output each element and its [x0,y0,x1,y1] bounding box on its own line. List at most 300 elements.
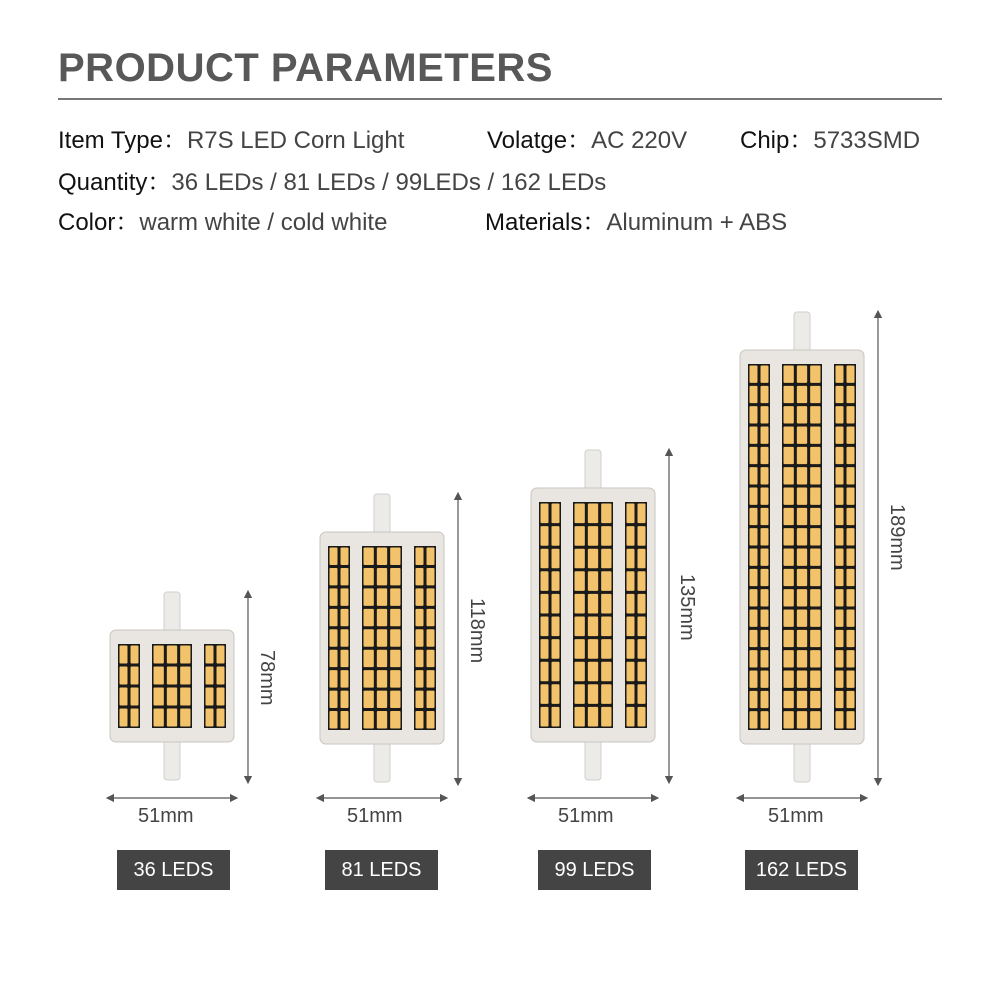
led-chip [836,549,844,566]
led-chip [120,667,128,685]
spec-value: 36 LEDs / 81 LEDs / 99LEDs / 162 LEDs [171,169,607,196]
led-chip [575,639,585,659]
led-chip [810,447,820,464]
led-chip [761,650,769,667]
led-chip [575,549,585,569]
pin-top [585,450,601,492]
length-label-4: 189mm [886,504,908,571]
led-chip [761,528,769,545]
led-chip [750,427,758,444]
led-chip [797,589,807,606]
led-chip [847,366,855,383]
led-chip [330,588,338,605]
spec-key: Materials： [485,209,607,236]
led-chip [627,639,635,659]
led-chip [131,709,139,727]
led-chip [588,617,598,637]
led-chip [750,569,758,586]
led-chip [627,662,635,682]
led-chip [797,366,807,383]
pin-bottom [794,740,810,782]
led-chip [601,504,611,524]
led-chip [364,568,374,585]
led-chip [836,630,844,647]
led-chip [761,488,769,505]
led-chip [541,594,549,614]
led-chip [167,667,177,685]
led-chip [761,549,769,566]
led-chip [427,548,435,565]
led-chip [784,528,794,545]
led-chip [627,617,635,637]
led-chip [784,447,794,464]
led-chip [638,504,646,524]
led-chip [330,548,338,565]
spec-key: Item Type： [58,127,187,154]
led-chip [638,684,646,704]
led-chip [836,528,844,545]
led-chip [552,639,560,659]
led-chip [341,691,349,708]
led-chip [810,630,820,647]
led-chip [427,711,435,728]
led-chip [552,504,560,524]
led-chip [330,650,338,667]
led-chip [810,386,820,403]
led-chip [552,549,560,569]
led-chip [416,650,424,667]
led-chip [364,670,374,687]
pin-bottom [374,740,390,782]
led-chip [588,549,598,569]
led-chip [206,646,214,664]
led-chip [541,662,549,682]
led-chip [341,670,349,687]
led-chip [750,589,758,606]
led-chip [810,488,820,505]
led-chip [761,447,769,464]
led-chip [836,488,844,505]
led-chip [330,568,338,585]
led-chip [552,684,560,704]
led-chip [377,548,387,565]
led-chip [797,650,807,667]
led-chip [847,549,855,566]
led-chip [575,684,585,704]
length-label-1: 78mm [256,650,278,706]
led-chip [836,671,844,688]
led-chip [797,427,807,444]
led-chip [797,447,807,464]
spec-value: warm white / cold white [139,209,388,236]
badge-99-leds: 99 LEDS [538,850,651,890]
led-chip [638,662,646,682]
led-chip [167,688,177,706]
led-chip [750,711,758,728]
led-chip [784,427,794,444]
led-chip [761,406,769,423]
led-chip [601,526,611,546]
led-chip [761,366,769,383]
led-chip [341,568,349,585]
led-chip [750,650,758,667]
spec-value: 5733SMD [813,127,921,154]
led-chip [750,386,758,403]
led-chip [638,571,646,591]
led-chip [601,549,611,569]
led-chip [810,711,820,728]
led-chip [416,548,424,565]
led-chip [364,609,374,626]
led-chip [154,688,164,706]
led-chip [627,504,635,524]
led-chip [427,588,435,605]
led-chip [601,617,611,637]
led-chip [131,646,139,664]
bulb-3 [531,450,655,780]
led-chip [810,691,820,708]
led-chip [750,467,758,484]
led-chip [552,571,560,591]
led-chip [377,670,387,687]
led-chip [750,671,758,688]
led-chip [588,594,598,614]
width-label-1: 51mm [138,805,194,827]
led-chip [810,406,820,423]
led-chip [364,650,374,667]
led-chip [797,549,807,566]
led-chip [784,650,794,667]
led-chip [588,662,598,682]
led-chip [810,528,820,545]
led-chip [847,508,855,525]
led-chip [627,707,635,727]
led-chip [390,568,400,585]
led-chip [797,671,807,688]
led-chip [601,662,611,682]
led-chip [390,548,400,565]
led-chip [784,366,794,383]
led-chip [750,610,758,627]
led-chip [154,667,164,685]
led-chip [341,629,349,646]
led-chip [390,650,400,667]
led-chip [784,630,794,647]
led-chip [575,526,585,546]
led-chip [575,617,585,637]
led-chip [784,488,794,505]
page-title: PRODUCT PARAMETERS [58,46,553,90]
led-chip [761,610,769,627]
width-label-4: 51mm [768,805,824,827]
led-chip [330,670,338,687]
led-chip [341,650,349,667]
led-chip [797,508,807,525]
led-chip [761,386,769,403]
led-chip [761,589,769,606]
led-chip [330,609,338,626]
led-chip [761,711,769,728]
spec-key: Chip： [740,127,814,154]
led-chip [847,427,855,444]
pin-top [794,312,810,354]
led-chip [552,662,560,682]
led-chip [341,711,349,728]
led-chip [167,646,177,664]
led-chip [575,707,585,727]
led-chip [120,688,128,706]
led-chip [836,610,844,627]
led-chip [552,594,560,614]
led-chip [588,526,598,546]
led-chip [836,406,844,423]
width-label-2: 51mm [347,805,403,827]
led-chip [810,671,820,688]
led-chip [784,508,794,525]
led-chip [847,671,855,688]
led-chip [750,549,758,566]
spec-value: Aluminum + ABS [606,209,788,236]
led-chip [797,488,807,505]
led-chip [797,569,807,586]
led-chip [761,671,769,688]
led-chip [154,646,164,664]
led-chip [836,366,844,383]
led-chip [167,709,177,727]
led-chip [750,447,758,464]
led-chip [836,589,844,606]
led-chip [784,610,794,627]
led-chip [217,646,225,664]
led-chip [601,571,611,591]
led-chip [847,691,855,708]
led-chip [541,639,549,659]
led-chip [427,650,435,667]
led-chip [341,548,349,565]
led-chip [377,691,387,708]
led-chip [761,508,769,525]
led-chip [638,617,646,637]
led-chip [427,691,435,708]
bulb-1 [110,592,234,780]
led-chip [784,711,794,728]
led-chip [390,711,400,728]
led-chip [810,589,820,606]
led-chip [575,504,585,524]
led-chip [797,610,807,627]
badge-81-leds: 81 LEDS [325,850,438,890]
led-chip [377,568,387,585]
led-chip [810,427,820,444]
led-chip [638,549,646,569]
spec-value: R7S LED Corn Light [186,127,405,154]
led-chip [761,427,769,444]
led-chip [131,667,139,685]
led-chip [601,639,611,659]
led-chip [541,504,549,524]
led-chip [810,508,820,525]
led-chip [638,526,646,546]
led-chip [364,711,374,728]
led-chip [836,508,844,525]
led-chip [784,569,794,586]
led-chip [627,684,635,704]
led-chip [750,488,758,505]
led-chip [836,467,844,484]
led-chip [416,670,424,687]
bulb-2 [320,494,444,782]
led-chip [750,508,758,525]
bulbs-group [110,312,864,782]
led-chip [784,467,794,484]
led-chip [180,667,190,685]
length-label-2: 118mm [466,598,488,664]
led-chip [416,711,424,728]
led-chip [836,569,844,586]
led-chip [120,646,128,664]
led-chip [364,548,374,565]
led-chip [601,707,611,727]
led-chip [797,630,807,647]
led-chip [364,588,374,605]
length-label-3: 135mm [676,574,698,641]
pin-top [374,494,390,536]
led-chip [601,684,611,704]
spec-value: AC 220V [591,127,688,154]
led-chip [810,569,820,586]
led-chip [761,569,769,586]
led-chip [847,406,855,423]
led-chip [761,691,769,708]
led-chip [836,711,844,728]
led-chip [427,670,435,687]
led-chip [588,639,598,659]
led-chip [364,691,374,708]
led-chip [552,617,560,637]
led-chip [797,691,807,708]
led-chip [217,688,225,706]
led-chip [206,667,214,685]
led-chip [847,467,855,484]
led-chip [588,571,598,591]
badge-162-leds: 162 LEDS [745,850,858,890]
led-chip [627,549,635,569]
led-chip [750,406,758,423]
led-chip [797,467,807,484]
led-chip [541,684,549,704]
led-chip [154,709,164,727]
led-chip [784,691,794,708]
led-chip [552,707,560,727]
led-chip [847,610,855,627]
led-chip [390,691,400,708]
led-chip [541,707,549,727]
led-chip [810,610,820,627]
led-chip [575,594,585,614]
led-chip [847,528,855,545]
led-chip [847,569,855,586]
led-chip [638,707,646,727]
led-chip [416,691,424,708]
led-chip [847,589,855,606]
led-chip [627,571,635,591]
led-chip [784,671,794,688]
led-chip [217,709,225,727]
led-chip [810,549,820,566]
led-chip [390,588,400,605]
led-chip [588,504,598,524]
badge-36-leds: 36 LEDS [117,850,230,890]
led-chip [330,629,338,646]
spec-key: Quantity： [58,169,172,196]
spec-key: Volatge： [487,127,592,154]
led-chip [784,386,794,403]
led-chip [847,447,855,464]
led-chip [836,650,844,667]
led-chip [750,630,758,647]
led-chip [377,711,387,728]
led-chip [836,427,844,444]
pin-bottom [164,738,180,780]
led-chip [180,709,190,727]
width-label-3: 51mm [558,805,614,827]
led-chip [761,630,769,647]
led-chip [847,711,855,728]
led-chip [836,447,844,464]
led-chip [206,709,214,727]
led-chip [784,549,794,566]
led-chip [575,662,585,682]
led-chip [541,617,549,637]
led-chip [541,571,549,591]
led-chip [416,588,424,605]
led-chip [588,684,598,704]
led-chip [416,609,424,626]
led-chip [627,594,635,614]
led-chip [364,629,374,646]
led-chip [131,688,139,706]
led-chip [427,629,435,646]
led-chip [588,707,598,727]
led-chip [601,594,611,614]
led-chip [761,467,769,484]
led-chip [750,528,758,545]
led-chip [552,526,560,546]
led-chip [810,467,820,484]
led-chip [541,526,549,546]
led-chip [390,609,400,626]
led-chip [575,571,585,591]
led-chip [797,528,807,545]
led-chip [847,650,855,667]
led-chip [427,568,435,585]
bulb-4 [740,312,864,782]
led-chip [797,386,807,403]
led-chip [638,594,646,614]
led-chip [847,630,855,647]
led-chip [416,629,424,646]
led-chip [377,629,387,646]
led-chip [180,646,190,664]
led-chip [427,609,435,626]
led-chip [120,709,128,727]
spec-key: Color： [58,209,140,236]
led-chip [836,386,844,403]
led-chip [627,526,635,546]
pin-top [164,592,180,634]
led-chip [784,589,794,606]
led-chip [390,670,400,687]
